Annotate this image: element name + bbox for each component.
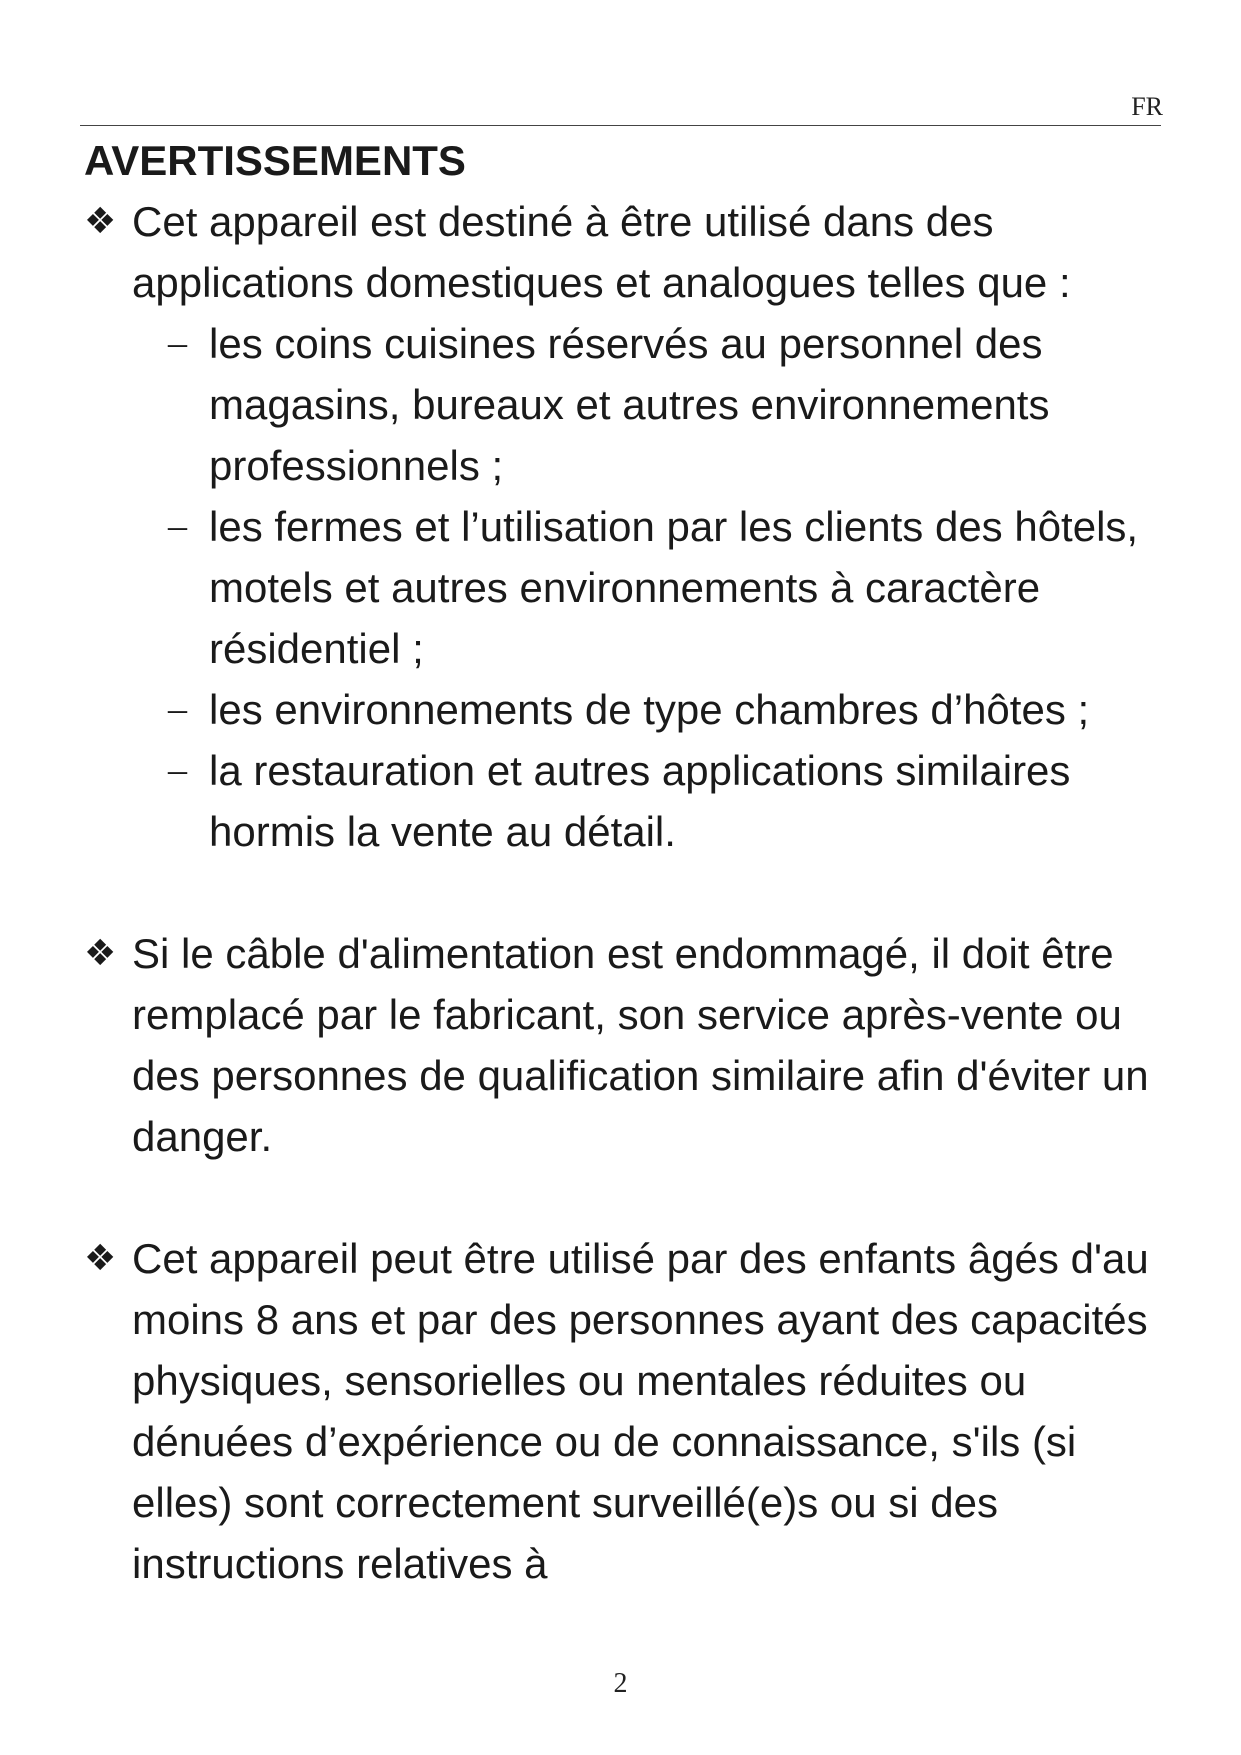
bullet-text: Si le câble d'alimentation est endommagé, il doit être remplacé par le fabricant, son service après-vente ou des personnes de qualification similaire afin d'éviter un danger. [132, 930, 1149, 1160]
list-item-text: les fermes et l’utilisation par les clients des hôtels, motels et autres environnements à caractère résidentiel ; [209, 503, 1139, 672]
bullet-text: Cet appareil peut être utilisé par des enfants âgés d'au moins 8 ans et par des personnes ayant des capacités physiques, sensorielles ou mentales réduites ou dénuées d’expérience ou de connaissance, s'ils (si elles) sont correctement surveillé(e)s ou si des instructions relatives à [132, 1235, 1149, 1587]
list-item [132, 313, 1164, 496]
diamond-bullet-icon: ❖ [84, 201, 117, 242]
header-divider [80, 125, 1161, 126]
dash-bullet-icon: – [168, 505, 187, 547]
diamond-bullet-icon: ❖ [84, 1238, 117, 1279]
list-item [132, 740, 1164, 862]
page-number: 2 [613, 1668, 628, 1699]
list-item [132, 496, 1164, 679]
bullet-text-line: applications domestiques et analogues telles que : [132, 259, 1071, 306]
list-item-text: les coins cuisines réservés au personnel des magasins, bureaux et autres environnements professionnels ; [209, 320, 1050, 489]
document-body [84, 130, 1164, 1594]
usage-sublist [132, 313, 1164, 862]
diamond-bullet-icon: ❖ [84, 933, 117, 974]
paragraph-gap [84, 862, 1164, 923]
list-item-text: les environnements de type chambres d’hôtes ; [209, 686, 1090, 733]
warning-bullet-1 [84, 191, 1164, 862]
paragraph-gap [84, 1167, 1164, 1228]
warning-bullet-3 [84, 1228, 1164, 1594]
bullet-text-line: Cet appareil est destiné à être utilisé dans des [132, 198, 994, 245]
dash-bullet-icon: – [168, 688, 187, 730]
list-item-text: la restauration et autres applications similaires hormis la vente au détail. [209, 747, 1071, 855]
list-item [132, 679, 1164, 740]
dash-bullet-icon: – [168, 749, 187, 791]
section-title: AVERTISSEMENTS [84, 137, 466, 184]
language-code: FR [1131, 92, 1163, 121]
dash-bullet-icon: – [168, 322, 187, 364]
warning-bullet-2 [84, 923, 1164, 1167]
